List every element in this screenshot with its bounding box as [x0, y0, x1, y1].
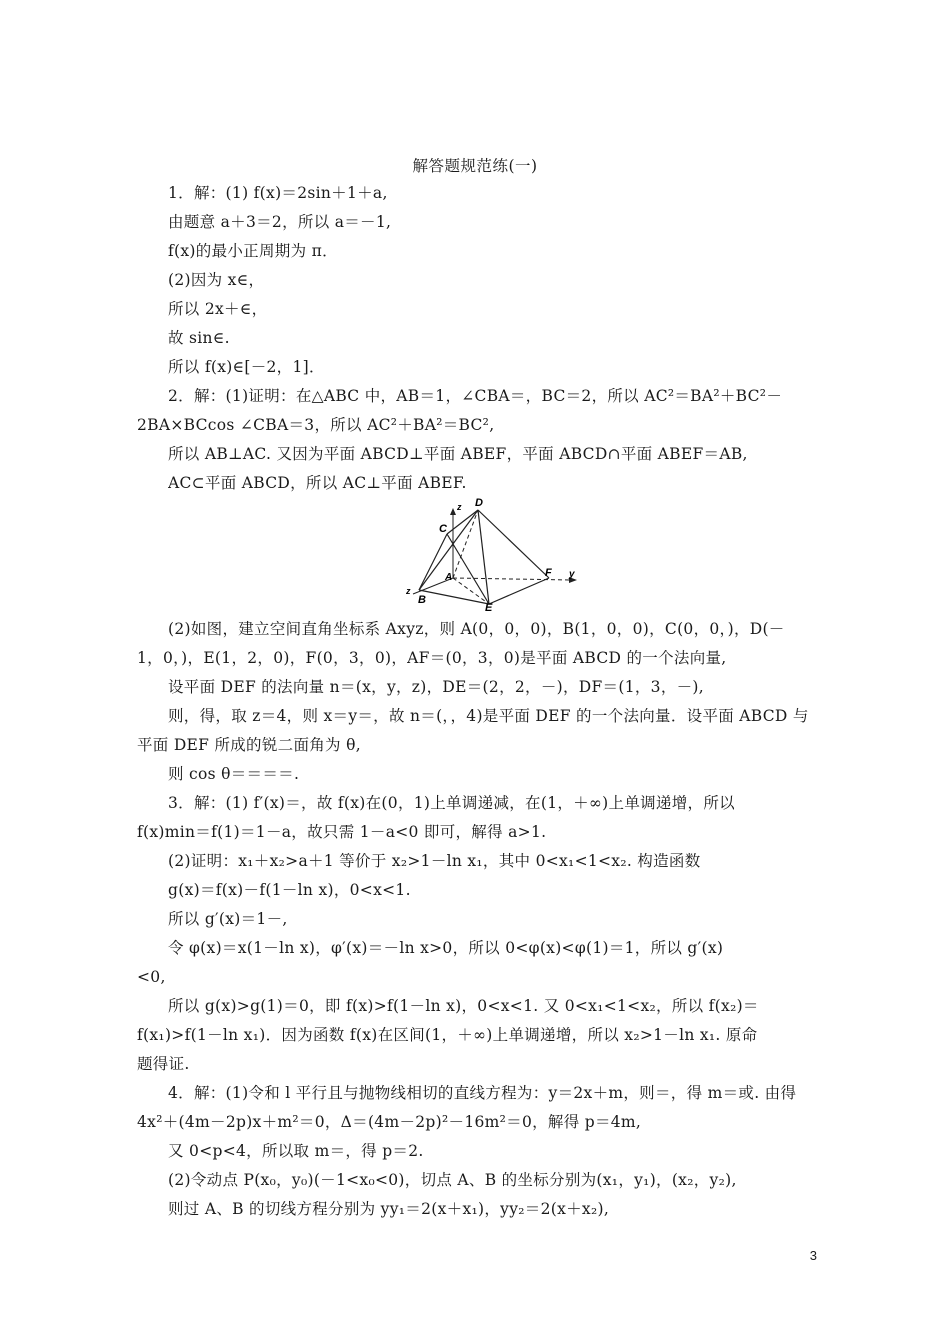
text-line: f(x)的最小正周期为 π．: [168, 242, 338, 260]
text-line: 题得证.: [137, 1055, 190, 1073]
label-F: F: [545, 567, 552, 579]
text-line: f(x)min＝f(1)＝1－a，故只需 1－a<0 即可，解得 a>1.: [137, 823, 547, 841]
text-line: 由题意 a＋3＝2，所以 a＝－1,: [168, 213, 392, 231]
edge-DE: [478, 510, 489, 604]
text-line: 令 φ(x)＝x(1－ln x)，φ′(x)＝－ln x>0，所以 0<φ(x)<φ(1)＝1，所以 g′(x): [168, 939, 724, 957]
label-A: A: [445, 572, 453, 583]
text-line: 所以 2x＋∈，: [168, 300, 268, 318]
label-B: B: [418, 594, 426, 606]
text-line: 故 sin∈.: [168, 329, 230, 347]
text-line: 2BA×BCcos ∠CBA＝3，所以 AC²＋BA²＝BC²,: [137, 416, 495, 434]
text-line: (2)令动点 P(x₀，y₀)(－1<x₀<0)，切点 A、B 的坐标分别为(x₁，y₁)，(x₂，y₂),: [168, 1171, 737, 1189]
text-line: 所以 f(x)∈[－2，1]．: [168, 358, 325, 376]
edge-EF: [489, 578, 549, 604]
z-axis-arrow: [450, 508, 456, 515]
label-y-axis: y: [569, 569, 575, 580]
label-C: C: [439, 523, 447, 535]
text-line: <0,: [137, 968, 166, 986]
text-line: 则 cos θ＝＝＝＝.: [168, 765, 300, 783]
y-axis-line: [453, 578, 571, 580]
text-line: 所以 g(x)>g(1)＝0，即 f(x)>f(1－ln x)，0<x<1. 又 0<x₁<1<x₂，所以 f(x₂)＝: [168, 997, 759, 1015]
text-line: f(x₁)>f(1－ln x₁)．因为函数 f(x)在区间(1，＋∞)上单调递增，所以 x₂>1－ln x₁. 原命: [137, 1026, 758, 1044]
text-line: 则，得，取 z＝4，则 x＝y＝，故 n＝(，，4)是平面 DEF 的一个法向量．设平面 ABCD 与: [168, 707, 809, 725]
text-line: 1，0，)，E(1，2，0)，F(0，3，0)，AF＝(0，3，0)是平面 ABCD 的一个法向量,: [137, 649, 727, 667]
label-z-axis: z: [457, 502, 462, 512]
page-title: 解答题规范练(一): [412, 157, 538, 175]
text-line: 所以 AB⊥AC. 又因为平面 ABCD⊥平面 ABEF，平面 ABCD∩平面 ABEF＝AB,: [168, 445, 748, 463]
text-line: 所以 g′(x)＝1－,: [168, 910, 288, 928]
text-line: g(x)＝f(x)－f(1－ln x)，0<x<1.: [168, 881, 411, 899]
text-line: 3．解：(1) f′(x)＝，故 f(x)在(0，1)上单调递减，在(1，＋∞)上单调递增，所以: [168, 794, 735, 812]
text-line: AC⊂平面 ABCD，所以 AC⊥平面 ABEF.: [168, 474, 467, 492]
text-line: 又 0<p<4，所以取 m＝，得 p＝2.: [168, 1142, 424, 1160]
text-line: 1．解：(1) f(x)＝2sin＋1＋a,: [168, 184, 388, 202]
coordinate-geometry-diagram: [403, 494, 583, 612]
edge-DF: [478, 510, 549, 578]
text-line: 2．解：(1)证明：在△ABC 中，AB＝1，∠CBA＝，BC＝2，所以 AC²＝BA²＋BC²－: [168, 387, 783, 405]
text-line: (2)因为 x∈，: [168, 271, 265, 289]
label-E: E: [485, 602, 493, 612]
text-line: 4x²＋(4m－2p)x＋m²＝0，Δ＝(4m－2p)²－16m²＝0，解得 p＝4m,: [137, 1113, 642, 1131]
text-line: 平面 DEF 所成的锐二面角为 θ,: [137, 736, 361, 754]
text-line: (2)证明：x₁＋x₂>a＋1 等价于 x₂>1－ln x₁，其中 0<x₁<1<x₂. 构造函数: [168, 852, 701, 870]
page-number: 3: [809, 1248, 817, 1263]
label-D: D: [475, 497, 483, 509]
label-x-axis: z: [406, 586, 411, 596]
text-line: 4．解：(1)令和 l 平行且与抛物线相切的直线方程为：y＝2x＋m，则＝，得 m＝或. 由得: [168, 1084, 797, 1102]
text-line: 设平面 DEF 的法向量 n＝(x，y，z)，DE＝(2，2，－)，DF＝(1，3，－),: [168, 678, 705, 696]
pyramid-figure: [403, 494, 583, 612]
text-line: (2)如图，建立空间直角坐标系 Axyz，则 A(0，0，0)，B(1，0，0)，C(0，0，)，D(－: [168, 620, 785, 638]
text-line: 则过 A、B 的切线方程分别为 yy₁＝2(x＋x₁)，yy₂＝2(x＋x₂),: [168, 1200, 610, 1218]
